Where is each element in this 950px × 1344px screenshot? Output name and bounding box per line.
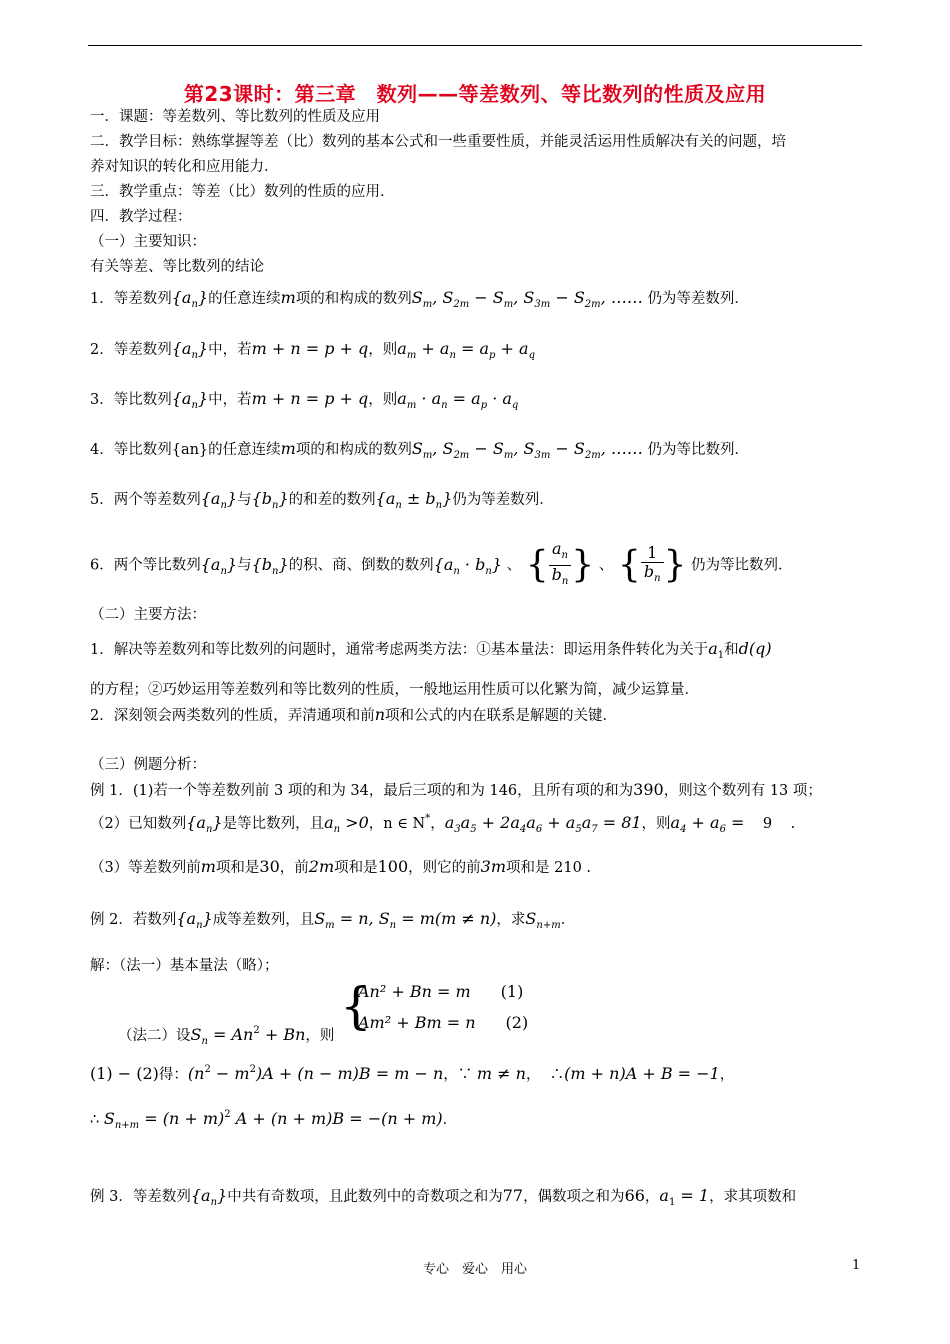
property-2: 2．等差数列$\{a_n\}$中，若m + n = p + q，则$a_m + a_n = a_p + a_q$ — [90, 339, 535, 361]
line-topic: 一．课题：等差数列、等比数列的性质及应用 — [90, 109, 380, 125]
page-title: 第23课时：第三章 数列——等差数列、等比数列的性质及应用 — [183, 82, 767, 106]
property-6: 6．两个等比数列$\{a_n\}$与$\{b_n\}$的积、商、倒数的数列$\{a_n \cdot b_n\}$ 、 { $\frac{a_n}{b_n}$ } 、 { $\frac{1}{b_n}$ } 仍为等比数列． — [90, 539, 793, 587]
page-number: 1 — [852, 1258, 861, 1273]
section-examples: （三）例题分析： — [90, 757, 206, 773]
page-footer: 专心 爱心 用心 — [422, 1262, 527, 1277]
property-1: 1．等差数列$\{a_n\}$的任意连续m项的和构成的数列$S_m$, $S_{2m} - S_m$, $S_{3m} - S_{2m}$, …… 仍为等差数列． — [90, 288, 749, 310]
method-1a: 1．解决等差数列和等比数列的问题时，通常考虑两类方法：①基本量法：即运用条件转化为关于$a_1$和d(q) — [90, 639, 772, 661]
solution-result: ∴ $S_{n+m} = (n + m)^2$ A + (n + m)B = −(n + m)． — [90, 1109, 458, 1131]
line-focus: 三．教学重点：等差（比）数列的性质的应用． — [90, 184, 395, 200]
line-goal-2: 养对知识的转化和应用能力． — [90, 159, 279, 175]
method-1b: 的方程；②巧妙运用等差数列和等比数列的性质，一般地运用性质可以化繁为简，减少运算量． — [90, 682, 699, 698]
line-conclusions: 有关等差、等比数列的结论 — [90, 259, 264, 275]
line-goal-1: 二．教学目标：熟练掌握等差（比）数列的基本公式和一些重要性质，并能灵活运用性质解决有关的问题，培 — [90, 134, 786, 150]
example-3: 例 3．等差数列$\{a_n\}$中共有奇数项，且此数列中的奇数项之和为77，偶数项之和为66，$a_1 = 1$，求其项数和 — [90, 1186, 797, 1208]
property-4: 4．等比数列{an}的任意连续m项的和构成的数列$S_m$, $S_{2m} - S_m$, $S_{3m} - S_{2m}$, …… 仍为等比数列． — [90, 439, 750, 461]
method-2: 2．深刻领会两类数列的性质，弄清通项和前n项和公式的内在联系是解题的关键． — [90, 705, 618, 724]
property-3: 3．等比数列$\{a_n\}$中，若m + n = p + q，则$a_m \cdot a_n = a_p \cdot a_q$ — [90, 389, 519, 411]
section-methods: （二）主要方法： — [90, 607, 206, 623]
solution-method-2: （法二）设$S_n = An^2 + Bn$，则 — [118, 1025, 335, 1047]
example-1-part-1: 例 1．(1)若一个等差数列前 3 项的和为 34，最后三项的和为 146，且所有项的和为390，则这个数列有 13 项； — [90, 780, 822, 799]
example-1-part-3: （3）等差数列前m项和是30，前2m项和是100，则它的前3m项和是 210 . — [90, 857, 592, 876]
equation-1: An² + Bn = m — [358, 982, 471, 1001]
section-knowledge: （一）主要知识： — [90, 234, 206, 250]
solution-method-1: 解：（法一）基本量法（略）； — [90, 958, 279, 974]
example-2: 例 2．若数列$\{a_n\}$成等差数列，且$S_m = n$, $S_n = m(m \ne n)$，求$S_{n+m}$． — [90, 909, 576, 931]
property-5: 5．两个等差数列$\{a_n\}$与$\{b_n\}$的和差的数列$\{a_n \pm b_n\}$仍为等差数列． — [90, 489, 554, 511]
header-rule — [88, 45, 862, 46]
line-process: 四．教学过程： — [90, 209, 192, 225]
solution-step-subtract: (1) − (2)得：$(n^2 - m^2)A + (n - m)B = m - n$，∵ m ≠ n， ∴(m + n)A + B = −1， — [90, 1064, 735, 1083]
example-1-part-2: （2）已知数列$\{a_n\}$是等比数列，且$a_n >0$，n ∈ N*，$a_3a_5 + 2a_4a_6 + a_5a_7 = 81$，则$a_4 + a_6$ = 9 . — [90, 813, 796, 835]
equation-2: Am² + Bm = n — [358, 1013, 476, 1032]
